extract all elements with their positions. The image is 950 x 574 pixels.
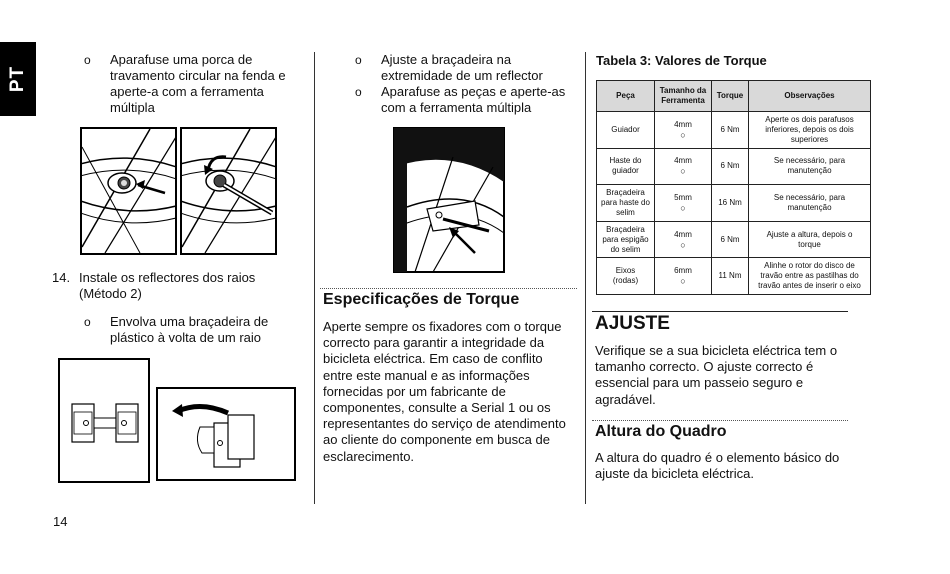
cell-line: Guiador (611, 124, 640, 134)
cell-torque: 11 Nm (712, 258, 749, 295)
cell-tamanho (655, 258, 712, 295)
text-line: essencial para um passeio seguro e (595, 375, 804, 391)
text-line: múltipla (110, 100, 155, 115)
cell-tamanho (655, 112, 712, 149)
text-line: com a ferramenta múltipla (381, 100, 532, 115)
header-observacoes: Observações (749, 81, 871, 112)
altura-quadro-heading: Altura do Quadro (595, 423, 727, 440)
bullet-mark: o (84, 53, 91, 67)
table-row (597, 112, 871, 149)
text-line: agradável. (595, 391, 656, 407)
figure-clamp-open (58, 358, 150, 483)
figure-clamp-wrap (156, 387, 296, 481)
clamp-open-illustration (58, 358, 150, 483)
text-line: ajuste da bicicleta eléctrica. (595, 466, 754, 482)
language-tab (0, 42, 36, 116)
clamp-wrap-illustration (156, 387, 296, 481)
torque-specs-paragraph (323, 319, 581, 465)
bullet-mark: o (355, 53, 362, 67)
cell-line: guiador (612, 166, 639, 176)
cell-line: (rodas) (612, 276, 639, 286)
text-line: Aparafuse as peças e aperte-as (381, 84, 566, 99)
language-tab-label: PT (7, 65, 28, 93)
bullet-plastic-clamp (84, 314, 309, 348)
cell-line: inferiores, depois os dois (765, 124, 854, 134)
text-line: plástico à volta de um raio (110, 330, 262, 345)
lock-nut-insert-illustration (80, 127, 177, 255)
cell-line: travão entre as pastilhas do (760, 271, 859, 281)
cell-torque: 6 Nm (712, 148, 749, 185)
hex-key-icon: ○ (680, 239, 686, 250)
table-row (597, 221, 871, 258)
cell-line: Eixos (615, 266, 636, 276)
hex-key-icon: ○ (680, 276, 686, 287)
cell-line: Braçadeira (606, 187, 645, 197)
cell-peca (597, 185, 655, 222)
cell-line: manutenção (787, 166, 832, 176)
cell-line: do selim (610, 244, 641, 254)
table-row (597, 148, 871, 185)
text-line: tamanho correcto. O ajuste correcto é (595, 359, 814, 375)
cell-observacoes (749, 112, 871, 149)
column-divider-2 (585, 52, 586, 504)
page-number: 14 (53, 514, 68, 529)
cell-torque: 6 Nm (712, 221, 749, 258)
table-row (597, 258, 871, 295)
reflector-spoke-illustration (393, 127, 505, 273)
ajuste-paragraph (595, 343, 855, 408)
table-row (597, 185, 871, 222)
text-line: esclarecimento. (323, 448, 415, 464)
text-line: extremidade de um reflector (381, 68, 543, 83)
bullet-lock-nut (84, 52, 309, 118)
text-line: Ajuste a braçadeira na (381, 52, 512, 67)
bullet-mark: o (84, 315, 91, 329)
cell-tamanho (655, 221, 712, 258)
header-line: Ferramenta (661, 96, 705, 105)
cell-line: manutenção (787, 202, 832, 212)
text-line: aperte-a com a ferramenta (110, 84, 264, 99)
cell-line: para espigão (602, 234, 649, 244)
text-line: (Método 2) (79, 286, 142, 301)
bullet-mark: o (355, 85, 362, 99)
torque-specs-heading: Especificações de Torque (323, 291, 520, 308)
cell-line: para haste do (601, 197, 650, 207)
hex-key-icon: ○ (680, 129, 686, 140)
header-peca: Peça (597, 81, 655, 112)
cell-line: Aperte os dois parafusos (765, 114, 854, 124)
cell-line: selim (616, 207, 635, 217)
cell-line: 4mm (674, 119, 692, 129)
text-line: componentes, consulte a Serial 1 ou os (323, 400, 551, 416)
text-line: Instale os reflectores dos raios (79, 270, 256, 285)
figure-lock-nut-insert (80, 127, 177, 255)
column-divider-1 (314, 52, 315, 504)
cell-line: Ajuste a altura, depois o (766, 229, 853, 239)
cell-line: Se necessário, para (773, 156, 846, 166)
cell-peca (597, 258, 655, 295)
cell-line: 6mm (674, 266, 692, 276)
cell-tamanho (655, 148, 712, 185)
table-header-row (597, 81, 871, 112)
text-line: Verifique se a sua bicicleta eléctrica tem o (595, 343, 838, 358)
cell-observacoes (749, 221, 871, 258)
cell-tamanho (655, 185, 712, 222)
torque-table-title: Tabela 3: Valores de Torque (596, 53, 767, 68)
cell-torque: 6 Nm (712, 112, 749, 149)
hex-key-icon: ○ (680, 202, 686, 213)
cell-observacoes (749, 258, 871, 295)
header-torque: Torque (712, 81, 749, 112)
cell-line: 4mm (674, 156, 692, 166)
section-divider-solid (592, 311, 848, 312)
hex-key-icon: ○ (680, 166, 686, 177)
cell-line: Braçadeira (606, 224, 645, 234)
cell-line: Se necessário, para (773, 192, 846, 202)
text-line: Aparafuse uma porca de (110, 52, 253, 67)
cell-observacoes (749, 148, 871, 185)
altura-quadro-paragraph (595, 450, 855, 482)
cell-peca (597, 221, 655, 258)
text-line: Aperte sempre os fixadores com o torque (323, 319, 562, 334)
cell-torque: 16 Nm (712, 185, 749, 222)
bullet-adjust-clamp (355, 52, 580, 86)
step-14 (52, 270, 307, 304)
section-divider-dotted (592, 420, 848, 421)
bullet-screw-parts (355, 84, 580, 118)
cell-line: travão antes de inserir o eixo (758, 281, 861, 291)
cell-line: Haste do (609, 156, 642, 166)
cell-peca (597, 112, 655, 149)
text-line: entre este manual e as informações (323, 367, 530, 383)
cell-observacoes (749, 185, 871, 222)
torque-table (596, 80, 871, 295)
text-line: fornecidas por um fabricante de (323, 383, 506, 399)
section-divider-dotted (320, 288, 577, 289)
text-line: Envolva uma braçadeira de (110, 314, 269, 329)
text-line: bicicleta eléctrica. Em caso de conflito (323, 351, 543, 367)
ajuste-heading: AJUSTE (595, 313, 670, 334)
cell-line: Alinhe o rotor do disco de (764, 261, 855, 271)
text-line: travamento circular na fenda e (110, 68, 286, 83)
cell-line: 4mm (674, 229, 692, 239)
cell-line: 5mm (674, 192, 692, 202)
text-line: ao cliente do componente em busca de (323, 432, 550, 448)
header-line: Tamanho da (659, 86, 707, 95)
step-number: 14. (52, 270, 71, 285)
lock-nut-tighten-illustration (180, 127, 277, 255)
cell-line: superiores (790, 134, 829, 144)
text-line: correcto para garantir a integridade da (323, 335, 545, 351)
figure-lock-nut-tighten (180, 127, 277, 255)
header-tamanho (655, 81, 712, 112)
cell-peca (597, 148, 655, 185)
cell-line: torque (798, 239, 821, 249)
text-line: A altura do quadro é o elemento básico do (595, 450, 840, 465)
figure-reflector-spoke (393, 127, 505, 273)
text-line: representantes do serviço de atendimento (323, 416, 566, 432)
